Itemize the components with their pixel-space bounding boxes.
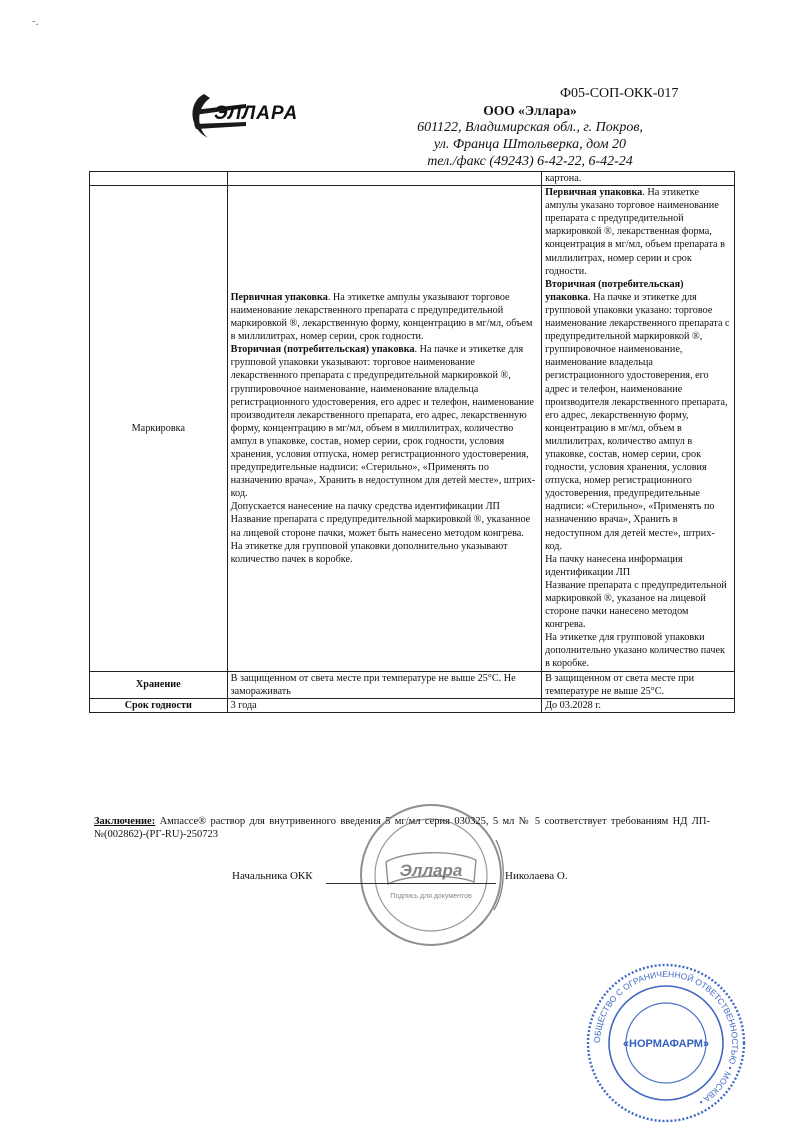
company-name: ООО «Эллара» xyxy=(483,103,577,118)
signatory-name: Николаева О. xyxy=(505,870,568,882)
stamp1-sub-text: Подпись для документов xyxy=(390,893,472,900)
scan-mark: ˜· xyxy=(32,20,39,31)
stamp2-ring-text: ОБЩЕСТВО С ОГРАНИЧЕННОЙ ОТВЕТСТВЕННОСТЬЮ • МОСКВА • xyxy=(591,968,741,1108)
storage-result: В защищенном от света месте при температуре не выше 25°С. xyxy=(542,671,735,698)
table-cell xyxy=(90,172,228,186)
res-paragraph: На этикетке для групповой упаковки дополнительно указано количество пачек в коробке. xyxy=(545,632,725,670)
req-paragraph: На этикетке для групповой упаковки дополнительно указывают количество пачек в коробке. xyxy=(230,540,508,565)
table-row-shelf-life xyxy=(90,698,735,712)
signatory-role: Начальника ОКК xyxy=(232,870,313,882)
document-code: Ф05-СОП-ОКК-017 xyxy=(560,86,679,101)
company-address-1: 601122, Владимирская обл., г. Покров, xyxy=(417,120,643,135)
marking-result xyxy=(542,186,735,671)
row-label-storage: Хранение xyxy=(90,671,228,698)
conclusion-text: Ампассе® раствор для внутривенного введения 5 мг/мл серия 030325, 5 мл № 5 соответствует требованиям НД ЛП-№(002862)-(РГ-RU)-250723 xyxy=(94,816,710,840)
shelf-life-result: До 03.2028 г. xyxy=(542,698,735,712)
normapharm-seal-stamp xyxy=(583,960,749,1126)
res-secondary-text: . На пачке и этикетке для групповой упаковки указано: торговое наименование лекарственного препарата с предупредительной маркировкой ®, группировочное наименование, наименование владельца регистрационного удостоверения, его адрес и телефон, наименование производителя лекарственного препарата, его адрес, лекарственную форму, концентрацию в мг/мл, объем в миллилитрах, количество ампул в упаковке, состав, номер серии, срок годности, условия хранения, условия отпуска, номер регистрационного удостоверения, предупредительные надписи: «Стерильно», «Применять по назначению врача», Хранить в недоступном для детей месте», штрих-код. xyxy=(545,291,730,552)
table-row-marking xyxy=(90,186,735,671)
company-seal-stamp xyxy=(356,800,506,950)
spec-table xyxy=(89,171,735,713)
company-address-2: ул. Франца Штольверка, дом 20 xyxy=(433,137,627,152)
req-secondary-title: Вторичная (потребительская) упаковка xyxy=(230,344,415,356)
res-primary-text: . На этикетке ампулы указано торговое наименование препарата с предупредительной маркировкой ®, лекарственная форма, концентрация в мг/мл, объем препарата в миллилитрах, номер серии и срок годности. xyxy=(545,187,725,277)
logo-wordmark: ЭЛЛАРА xyxy=(214,103,299,124)
req-paragraph: Название препарата с предупредительной маркировкой ®, указанное на лицевой стороне пачки, может быть нанесено методом конгрева. xyxy=(230,514,531,539)
company-phone: тел./факс (49243) 6-42-22, 6-42-24 xyxy=(427,154,633,169)
req-secondary-text: . На пачке и этикетке для групповой упаковки указывают: торговое наименование лекарственного препарата с предупредительной маркировкой ®, группировочное наименование, наименование владельца регистрационного удостоверения, его адрес и телефон, наименование производителя лекарственного препарата, его адрес, лекарственную форму, концентрацию в мг/мл, объем в миллилитрах, количество ампул в упаковке, состав, номер серии, срок годности, условия хранения, условия отпуска, номер регистрационного удостоверения, предупредительные надписи: «Стерильно», «Применять по назначению врача», Хранить в недоступном для детей месте», штрих-код. xyxy=(230,344,536,500)
res-primary-title: Первичная упаковка xyxy=(545,187,643,199)
company-block xyxy=(380,102,680,170)
req-primary-text: . На этикетке ампулы указывают торговое наименование лекарственного препарата с предупредительной маркировкой ®, лекарственную форму, концентрацию в мг/мл, объем в миллилитрах, номер серии, срок годности. xyxy=(230,291,533,343)
req-paragraph: Допускается нанесение на пачку средства идентификации ЛП xyxy=(230,501,500,513)
res-paragraph: На пачку нанесена информация идентификации ЛП xyxy=(545,553,683,578)
stamp2-center-text: «НОРМАФАРМ» xyxy=(622,1038,710,1050)
table-row xyxy=(90,172,735,186)
req-primary-title: Первичная упаковка xyxy=(230,291,328,303)
res-secondary-title: Вторичная (потребительская) упаковка xyxy=(545,278,684,303)
stamp1-center-text: Эллара xyxy=(399,861,463,880)
table-row-storage xyxy=(90,671,735,698)
shelf-life-requirement: 3 года xyxy=(227,698,541,712)
row-label-marking: Маркировка xyxy=(90,186,228,671)
row-label-shelf-life: Срок годности xyxy=(90,698,228,712)
table-cell: картона. xyxy=(542,172,735,186)
res-paragraph: Название препарата с предупредительной маркировкой ®, указаное на лицевой стороне пачки нанесено методом конгрева. xyxy=(545,579,727,631)
marking-requirement xyxy=(227,186,541,671)
storage-requirement: В защищенном от света месте при температуре не выше 25°С. Не замораживать xyxy=(227,671,541,698)
conclusion-label: Заключение: xyxy=(94,816,156,827)
table-cell xyxy=(227,172,541,186)
